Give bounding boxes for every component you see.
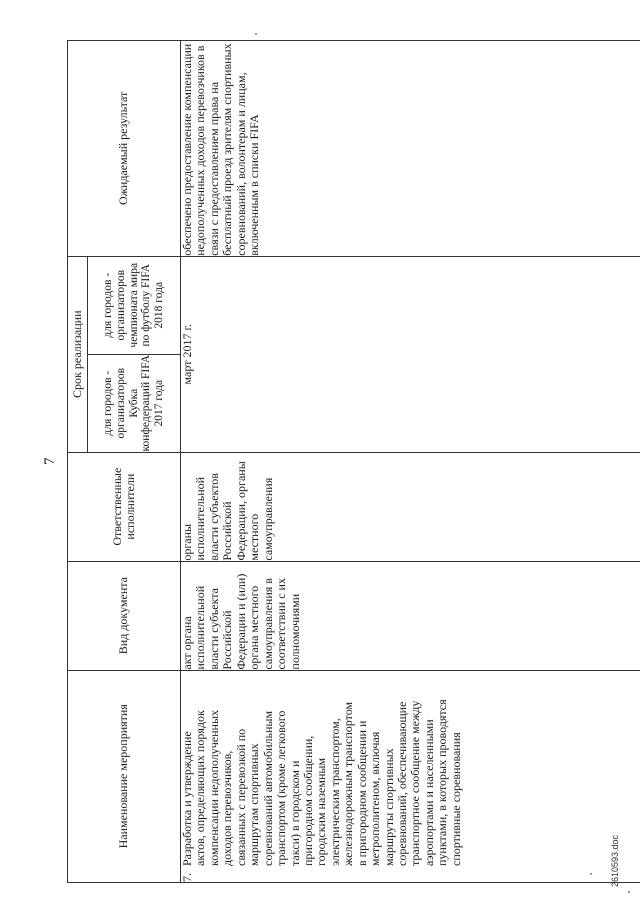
name-cell — [181, 670, 640, 882]
header-name: Наименование мероприятия — [68, 670, 181, 882]
header-responsible: Ответственные исполнители — [68, 452, 181, 561]
page-number: 7 — [42, 457, 58, 465]
term-cell: март 2017 г. — [181, 256, 640, 452]
header-term-confed: для городов - организаторов Кубка конфедераций FIFA 2017 года — [88, 354, 181, 452]
header-doc-type: Вид документа — [68, 561, 181, 670]
row-number: 7. — [180, 873, 194, 882]
result-cell: обеспечено предоставление компенсации недополученных доходов перевозчиков в связи с предоставлением права на бесплатный проезд зрителям спортивных соревнований, волонтерам и лицам, включенным в списки FIFA — [181, 41, 640, 257]
scan-speck — [255, 33, 257, 35]
scan-speck — [590, 873, 592, 875]
document-id: 2610593.doc — [610, 834, 620, 887]
header-term-group: Срок реализации — [68, 256, 88, 452]
header-result: Ожидаемый результат — [68, 41, 181, 257]
scan-speck — [628, 891, 630, 893]
table-row — [181, 41, 640, 883]
header-term-wc: для городов - организаторов чемпионата мира по футболу FIFA 2018 года — [88, 256, 181, 354]
responsible-cell: органы исполнительной власти субъектов Российской Федерации, органы местного самоуправления — [181, 452, 640, 561]
measure-name: Разработка и утверждение актов, определяющих порядок компенсации недополученных доходов перевозчиков, связанных с перевозкой по маршрутам спортивных соревнований автомобильным транспортом (кроме легкового такси) в городском и пригородном сообщении, городским наземным электрическим транспортом, железнодорожным транспортом в пригородном сообщении и метрополитеном, включая маршруты спортивных соревнований, обеспечивающие транспортное сообщение между аэропортами и населенными пунктами, в которых проводятся спортивные соревнования — [180, 699, 463, 866]
measures-table — [67, 40, 640, 883]
doc-type-cell: акт органа исполнительной власти субъекта Российской Федерации и (или) органа местного самоуправления в соответствии с их полномочиями — [181, 561, 640, 670]
